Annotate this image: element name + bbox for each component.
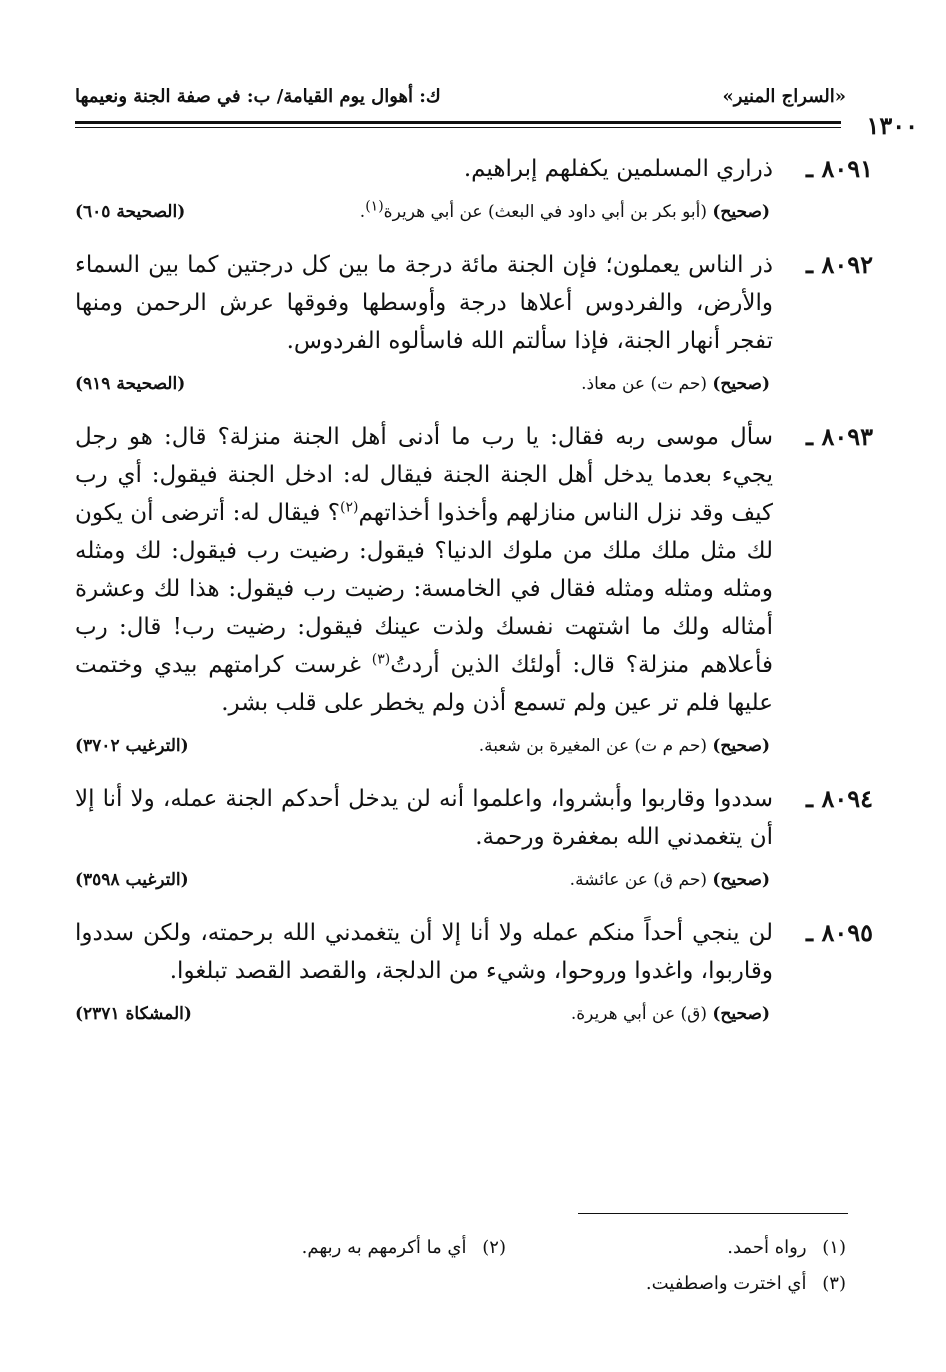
footnote-marker: (٣) (371, 651, 391, 668)
hadith-reference: (الصحيحة ٩١٩) (75, 374, 186, 394)
footnotes (80, 1230, 846, 1302)
footnote-marker: (٢) (340, 499, 359, 516)
footnote-item (302, 1230, 506, 1266)
hadith-body-end: غرست كرامتهم بيدي وختمت عليها فلم تر عين ولم تسمع أذن ولم يخطر على قلب بشر. (75, 652, 773, 716)
hadith-reference: (الترغيب ٣٧٠٢) (75, 736, 189, 756)
hadith-text (75, 780, 873, 856)
footnote-marker: (١) (365, 198, 384, 215)
hadith-text (75, 246, 873, 360)
hadith-text (75, 914, 873, 990)
grade-source: (أبو بكر بن أبي داود في البعث) عن أبي هريرة (383, 202, 707, 222)
footnote-item (646, 1266, 846, 1302)
hadith-body: سددوا وقاربوا وأبشروا، واعلموا أنه لن يدخل أحدكم الجنة عمله، ولا أنا إلا أن يتغمدني الله بمغفرة ورحمة. (75, 786, 773, 850)
footnote-text: أي اخترت واصطفيت. (645, 1273, 807, 1294)
hadith-grade (75, 374, 848, 404)
hadith-body: لن ينجي أحداً منكم عمله ولا أنا إلا أن يتغمدني الله برحمته، ولكن سددوا وقاربوا، واغدوا وروحوا، وشيء من الدلجة، والقصد القصد تبلغوا. (75, 920, 773, 984)
hadith-text (75, 418, 873, 722)
grade-status: (صحيح) (712, 1004, 770, 1024)
hadith-number: ٨٠٩١ ـ (806, 154, 873, 183)
hadith-reference: (الترغيب ٣٥٩٨) (75, 870, 189, 890)
footnote-divider (578, 1213, 848, 1214)
hadith-body: ذراري المسلمين يكفلهم إبراهيم. (463, 156, 773, 182)
header-rule-thin (75, 127, 841, 128)
hadith-entry (75, 914, 873, 1034)
footnote-item (727, 1230, 846, 1266)
hadith-grade (75, 198, 848, 232)
hadith-reference: (المشكاة ٢٣٧١) (75, 1004, 192, 1024)
grade-source: (حم ق) عن عائشة. (569, 870, 707, 890)
hadith-grade (75, 1004, 848, 1034)
footnote-row (80, 1230, 846, 1266)
footnote-row (80, 1266, 846, 1302)
grade-status: (صحيح) (712, 202, 770, 222)
hadith-number: ٨٠٩٢ ـ (806, 250, 873, 279)
footnote-text: رواه أحمد. (727, 1237, 807, 1258)
page-number: ١٣٠٠ (866, 111, 918, 140)
hadith-entry (75, 418, 873, 766)
running-header (75, 86, 846, 120)
header-rule (75, 121, 841, 124)
hadith-body-cont: ؟ فيقال له: أترضى أن يكون لك مثل ملك ملك من ملوك الدنيا؟ فيقول: رضيت رب فيقول: لك ومثله ومثله ومثله ومثله فقال في الخامسة: رضيت رب فيقول: هذا لك وعشرة أمثاله ولك ما اشتهت نفسك ولذت عينك فيقول: رضيت رب! قال: رب فأعلاهم منزلة؟ قال: أولئك الذين أردتُ (75, 500, 773, 678)
hadith-text (75, 150, 873, 188)
grade-source: (حم م ت) عن المغيرة بن شعبة. (478, 736, 707, 756)
hadith-entry (75, 150, 873, 232)
grade-status: (صحيح) (712, 870, 770, 890)
grade-status: (صحيح) (712, 736, 770, 756)
grade-source-end: . (359, 202, 366, 222)
hadith-body: سأل موسى ربه فقال: يا رب ما أدنى أهل الجنة منزلة؟ قال: هو رجل يجيء بعدما يدخل أهل الجنة الجنة فيقال له: ادخل الجنة فيقول: أي رب كيف وقد نزل الناس منازلهم وأخذوا أخذاتهم (75, 424, 774, 526)
grade-status: (صحيح) (712, 374, 770, 394)
grade-source: (حم ت) عن معاذ. (581, 374, 707, 394)
hadith-number: ٨٠٩٣ ـ (806, 422, 873, 451)
main-content (75, 150, 873, 1048)
book-title: «السراج المنير» (722, 86, 846, 107)
hadith-number: ٨٠٩٤ ـ (806, 784, 873, 813)
hadith-entry (75, 780, 873, 900)
footnote-number: (٣) (822, 1273, 846, 1294)
hadith-number: ٨٠٩٥ ـ (806, 918, 873, 947)
hadith-entry (75, 246, 873, 404)
hadith-body: ذر الناس يعملون؛ فإن الجنة مائة درجة ما بين كل درجتين كما بين السماء والأرض، والفردوس أعلاها درجة وأوسطها وفوقها عرش الرحمن ومنها تفجر أنهار الجنة، فإذا سألتم الله فاسألوه الفردوس. (75, 252, 773, 354)
hadith-grade (75, 736, 848, 766)
hadith-grade (75, 870, 848, 900)
footnote-number: (٢) (482, 1237, 506, 1258)
grade-source: (ق) عن أبي هريرة. (570, 1004, 707, 1024)
footnote-text: أي ما أكرمهم به ربهم. (301, 1237, 467, 1258)
footnote-number: (١) (822, 1237, 846, 1258)
section-title: ك: أهوال يوم القيامة/ ب: في صفة الجنة ونعيمها (75, 86, 441, 107)
hadith-reference: (الصحيحة ٦٠٥) (75, 202, 186, 222)
